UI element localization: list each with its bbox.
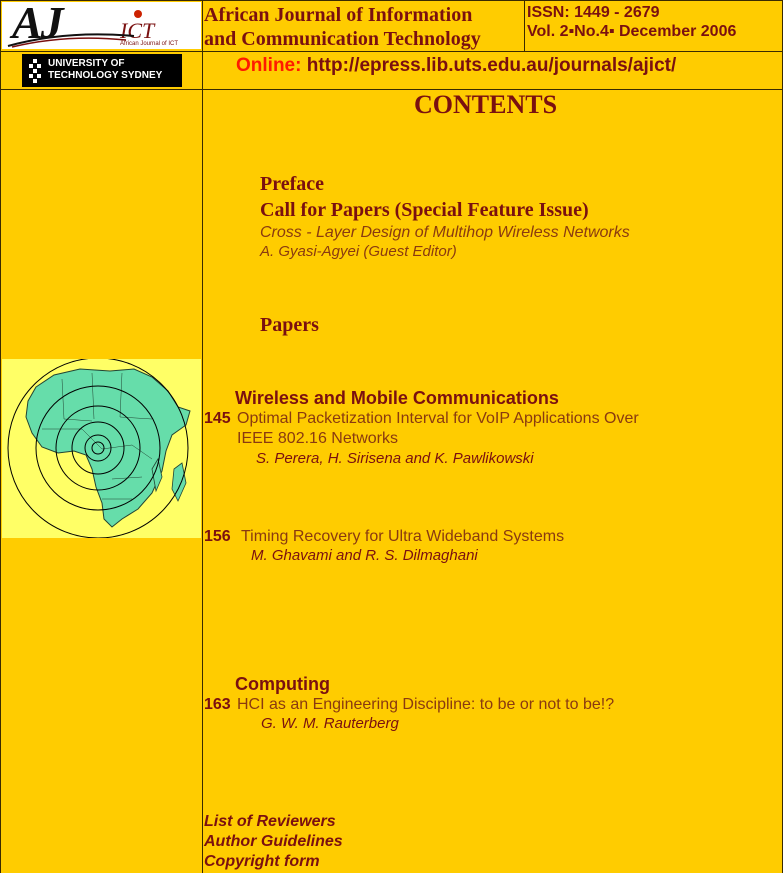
issn: ISSN: 1449 - 2679 (527, 4, 660, 21)
logo-star-icon (132, 8, 144, 20)
volume-info: Vol. 2▪No.4▪ December 2006 (527, 23, 737, 40)
header-rule (0, 51, 783, 52)
call-for-papers-link[interactable]: Call for Papers (Special Feature Issue) (260, 199, 589, 221)
papers-heading: Papers (260, 314, 319, 336)
online-line (236, 55, 676, 77)
paper-authors: S. Perera, H. Sirisena and K. Pawlikowski (256, 450, 534, 467)
paper-title-link-line-2[interactable]: IEEE 802.16 Networks (237, 430, 398, 447)
ajict-logo (2, 2, 201, 49)
uts-line-1: UNIVERSITY OF (48, 58, 125, 69)
border-top (0, 0, 783, 1)
logo-ict: ICT (120, 18, 155, 43)
paper-title-link[interactable]: Timing Recovery for Ultra Wideband Systems (241, 528, 565, 545)
online-label: Online: (236, 55, 302, 76)
journal-url-link[interactable]: http://epress.lib.uts.edu.au/journals/ajict/ (306, 55, 677, 76)
list-of-reviewers-link[interactable]: List of Reviewers (204, 813, 336, 830)
header-divider (524, 0, 525, 51)
section-category: Wireless and Mobile Communications (235, 388, 559, 408)
preface-link[interactable]: Preface (260, 173, 325, 195)
journal-title-line-1: African Journal of Information (204, 4, 473, 26)
column-divider (202, 0, 203, 873)
paper-authors: M. Ghavami and R. S. Dilmaghani (251, 547, 478, 564)
header-bottom-rule (0, 89, 783, 90)
border-left (0, 0, 1, 873)
paper-authors: G. W. M. Rauterberg (261, 715, 399, 732)
cfp-topic: Cross - Layer Design of Multihop Wireless Networks (260, 224, 630, 241)
paper-title-link[interactable]: HCI as an Engineering Discipline: to be or not to be!? (237, 696, 615, 713)
uts-line-2: TECHNOLOGY SYDNEY (48, 70, 163, 81)
logo-caption: African Journal of ICT (120, 41, 179, 47)
cfp-editor: A. Gyasi-Agyei (Guest Editor) (260, 243, 457, 260)
uts-crest-icon (27, 59, 43, 83)
contents-heading: CONTENTS (414, 90, 558, 119)
author-guidelines-link[interactable]: Author Guidelines (204, 833, 343, 850)
uts-logo (22, 54, 182, 87)
paper-title-link[interactable]: Optimal Packetization Interval for VoIP Applications Over (237, 410, 639, 427)
logo-aj: AJ (12, 0, 62, 48)
section-category: Computing (235, 674, 330, 694)
logo-swoosh-icon (6, 26, 136, 48)
africa-map-icon (2, 359, 201, 538)
africa-map-image (2, 359, 201, 538)
paper-page-number: 156 (204, 528, 231, 545)
paper-page-number: 145 (204, 410, 231, 427)
paper-page-number: 163 (204, 696, 231, 713)
copyright-form-link[interactable]: Copyright form (204, 853, 320, 870)
journal-title-line-2: and Communication Technology (204, 28, 481, 50)
